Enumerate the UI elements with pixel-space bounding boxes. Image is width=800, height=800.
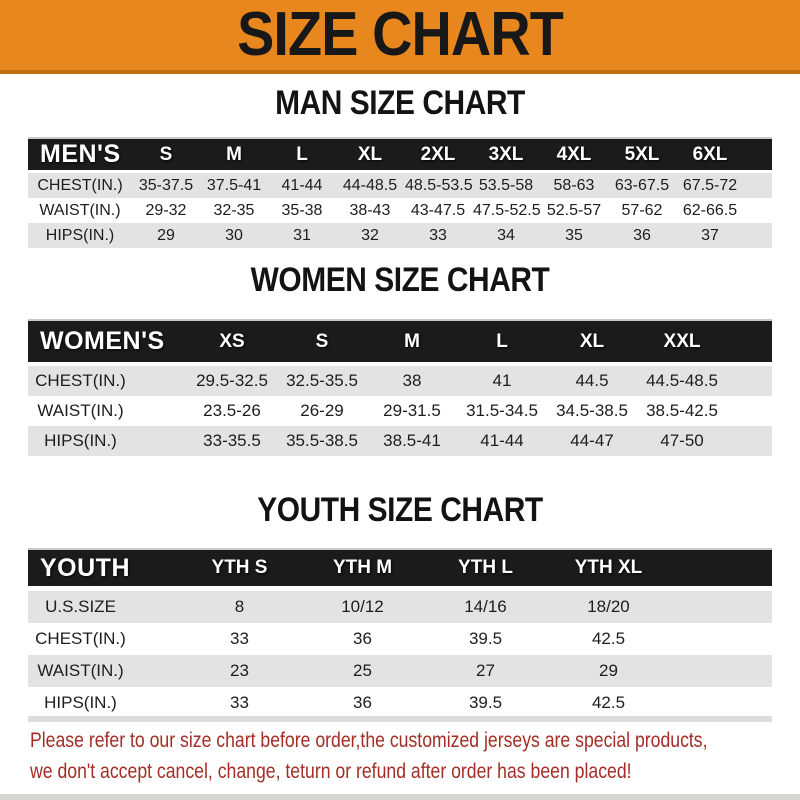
women-column-xs: XS <box>187 319 277 366</box>
women-row-hips-in <box>28 426 772 456</box>
men-row-label-chest-in: CHEST(IN.) <box>28 173 132 198</box>
men-cell-hips-in-xl: 32 <box>336 223 404 248</box>
women-cell-waist-in-s: 26-29 <box>300 401 344 420</box>
men-column-3xl: 3XL <box>472 137 540 173</box>
men-row-label-waist-in: WAIST(IN.) <box>39 201 121 219</box>
men-cell-chest-in-s: 35-37.5 <box>132 173 200 198</box>
women-cell-hips-in-s: 35.5-38.5 <box>277 426 367 456</box>
disclaimer-line-2: we don't accept cancel, change, teturn or refund after order has been placed! <box>30 760 632 783</box>
women-cell-hips-in-xxl: 47-50 <box>637 426 727 456</box>
men-column-m: M <box>200 137 268 173</box>
youth-cell-u-s-size-yth-m: 10/12 <box>301 591 424 623</box>
women-cell-chest-in-s: 32.5-35.5 <box>277 366 367 396</box>
women-column-xxl: XXL <box>637 319 727 366</box>
women-cell-hips-in-xs: 33-35.5 <box>187 426 277 456</box>
youth-row-label-u-s-size: U.S.SIZE <box>28 591 178 623</box>
women-cell-chest-in-xs: 29.5-32.5 <box>187 366 277 396</box>
men-row-chest-in <box>28 173 772 198</box>
women-column-m: M <box>367 319 457 366</box>
men-row-label-hips-in: HIPS(IN.) <box>28 223 132 248</box>
youth-column-spacer <box>670 548 772 591</box>
youth-column-yth-s: YTH S <box>178 548 301 591</box>
youth-size-chart-title: YOUTH SIZE CHART <box>257 491 543 529</box>
men-cell-waist-in-6xl: 62-66.5 <box>682 201 738 219</box>
men-cell-hips-in-m: 30 <box>200 223 268 248</box>
men-cell-chest-in-m: 37.5-41 <box>200 173 268 198</box>
women-cell-chest-in-xxl: 44.5-48.5 <box>637 366 727 396</box>
women-size-table <box>28 319 772 456</box>
men-cell-waist-in-2xl: 43-47.5 <box>410 201 466 219</box>
youth-row-hips-in <box>28 687 772 719</box>
youth-cell-spacer <box>670 687 772 719</box>
youth-cell-u-s-size-yth-l: 14/16 <box>424 591 547 623</box>
men-group-label: MEN'S <box>28 137 132 173</box>
women-cell-waist-in-l: 31.5-34.5 <box>466 401 538 420</box>
men-cell-waist-in-l: 35-38 <box>281 201 323 219</box>
men-cell-hips-in-3xl: 34 <box>472 223 540 248</box>
men-column-s: S <box>132 137 200 173</box>
youth-cell-hips-in-yth-l: 39.5 <box>468 693 503 712</box>
youth-cell-waist-in-yth-xl: 29 <box>547 655 670 687</box>
women-column-xl: XL <box>547 319 637 366</box>
men-column-6xl: 6XL <box>676 137 744 173</box>
men-cell-hips-in-5xl: 36 <box>608 223 676 248</box>
women-cell-chest-in-xl: 44.5 <box>547 366 637 396</box>
men-column-5xl: 5XL <box>608 137 676 173</box>
men-column-spacer <box>744 137 772 173</box>
man-size-chart-title: MAN SIZE CHART <box>275 84 525 122</box>
youth-row-label-chest-in: CHEST(IN.) <box>35 629 126 648</box>
youth-size-table <box>28 548 772 719</box>
women-row-waist-in <box>28 396 772 426</box>
youth-cell-hips-in-yth-xl: 42.5 <box>591 693 626 712</box>
youth-row-label-hips-in: HIPS(IN.) <box>44 693 117 712</box>
disclaimer-line-1: Please refer to our size chart before order,the customized jerseys are special products, <box>30 729 708 752</box>
youth-column-yth-l: YTH L <box>424 548 547 591</box>
youth-cell-chest-in-yth-s: 33 <box>230 629 249 648</box>
women-cell-waist-in-xs: 23.5-26 <box>203 401 261 420</box>
men-cell-chest-in-5xl: 63-67.5 <box>608 173 676 198</box>
youth-cell-chest-in-yth-xl: 42.5 <box>591 629 626 648</box>
men-cell-waist-in-5xl: 57-62 <box>621 201 663 219</box>
men-cell-spacer <box>744 198 772 223</box>
men-cell-spacer <box>744 173 772 198</box>
men-cell-hips-in-l: 31 <box>268 223 336 248</box>
men-column-xl: XL <box>336 137 404 173</box>
women-cell-chest-in-m: 38 <box>367 366 457 396</box>
youth-cell-waist-in-yth-m: 25 <box>301 655 424 687</box>
youth-group-label: YOUTH <box>28 548 178 591</box>
page-bottom-strip <box>0 794 800 800</box>
women-cell-spacer <box>727 366 772 396</box>
women-column-l: L <box>457 319 547 366</box>
youth-cell-chest-in-yth-l: 39.5 <box>468 629 503 648</box>
women-row-label-chest-in: CHEST(IN.) <box>28 366 187 396</box>
men-cell-chest-in-xl: 44-48.5 <box>336 173 404 198</box>
women-cell-waist-in-xxl: 38.5-42.5 <box>646 401 718 420</box>
youth-table-bottom-edge <box>28 716 772 722</box>
youth-cell-chest-in-yth-m: 36 <box>353 629 372 648</box>
men-cell-waist-in-s: 29-32 <box>145 201 187 219</box>
youth-header-row <box>28 548 772 591</box>
women-column-spacer <box>727 319 772 366</box>
men-cell-chest-in-3xl: 53.5-58 <box>472 173 540 198</box>
men-header-row <box>28 137 772 173</box>
men-cell-chest-in-6xl: 67.5-72 <box>676 173 744 198</box>
youth-column-yth-xl: YTH XL <box>547 548 670 591</box>
youth-cell-hips-in-yth-s: 33 <box>230 693 249 712</box>
men-cell-spacer <box>744 223 772 248</box>
men-cell-chest-in-l: 41-44 <box>268 173 336 198</box>
youth-cell-waist-in-yth-s: 23 <box>178 655 301 687</box>
men-cell-hips-in-6xl: 37 <box>676 223 744 248</box>
men-column-4xl: 4XL <box>540 137 608 173</box>
page-title: SIZE CHART <box>237 0 563 69</box>
women-cell-waist-in-xl: 34.5-38.5 <box>556 401 628 420</box>
men-cell-chest-in-2xl: 48.5-53.5 <box>404 173 472 198</box>
men-cell-waist-in-3xl: 47.5-52.5 <box>473 201 541 219</box>
women-cell-spacer <box>727 396 772 426</box>
men-cell-waist-in-xl: 38-43 <box>349 201 391 219</box>
women-cell-spacer <box>727 426 772 456</box>
men-cell-waist-in-m: 32-35 <box>213 201 255 219</box>
disclaimer-note <box>30 725 708 787</box>
women-cell-chest-in-l: 41 <box>457 366 547 396</box>
women-row-chest-in <box>28 366 772 396</box>
women-column-s: S <box>277 319 367 366</box>
youth-cell-spacer <box>670 623 772 655</box>
men-row-hips-in <box>28 223 772 248</box>
youth-row-u-s-size <box>28 591 772 623</box>
men-cell-hips-in-2xl: 33 <box>404 223 472 248</box>
banner <box>0 0 800 74</box>
men-column-l: L <box>268 137 336 173</box>
men-cell-hips-in-4xl: 35 <box>540 223 608 248</box>
women-header-row <box>28 319 772 366</box>
women-row-label-hips-in: HIPS(IN.) <box>28 426 187 456</box>
youth-cell-spacer <box>670 655 772 687</box>
men-cell-chest-in-4xl: 58-63 <box>540 173 608 198</box>
men-column-2xl: 2XL <box>404 137 472 173</box>
women-cell-hips-in-l: 41-44 <box>457 426 547 456</box>
men-row-waist-in <box>28 198 772 223</box>
youth-row-waist-in <box>28 655 772 687</box>
youth-cell-waist-in-yth-l: 27 <box>424 655 547 687</box>
youth-cell-hips-in-yth-m: 36 <box>353 693 372 712</box>
women-size-chart-title: WOMEN SIZE CHART <box>250 261 550 299</box>
youth-column-yth-m: YTH M <box>301 548 424 591</box>
youth-cell-u-s-size-yth-s: 8 <box>178 591 301 623</box>
men-size-table <box>28 137 772 248</box>
women-row-label-waist-in: WAIST(IN.) <box>37 401 124 420</box>
women-cell-hips-in-xl: 44-47 <box>547 426 637 456</box>
men-cell-hips-in-s: 29 <box>132 223 200 248</box>
youth-row-chest-in <box>28 623 772 655</box>
women-cell-waist-in-m: 29-31.5 <box>383 401 441 420</box>
youth-row-label-waist-in: WAIST(IN.) <box>28 655 178 687</box>
youth-cell-u-s-size-yth-xl: 18/20 <box>547 591 670 623</box>
women-group-label: WOMEN'S <box>28 319 187 366</box>
men-cell-waist-in-4xl: 52.5-57 <box>546 201 602 219</box>
women-cell-hips-in-m: 38.5-41 <box>367 426 457 456</box>
youth-cell-spacer <box>670 591 772 623</box>
